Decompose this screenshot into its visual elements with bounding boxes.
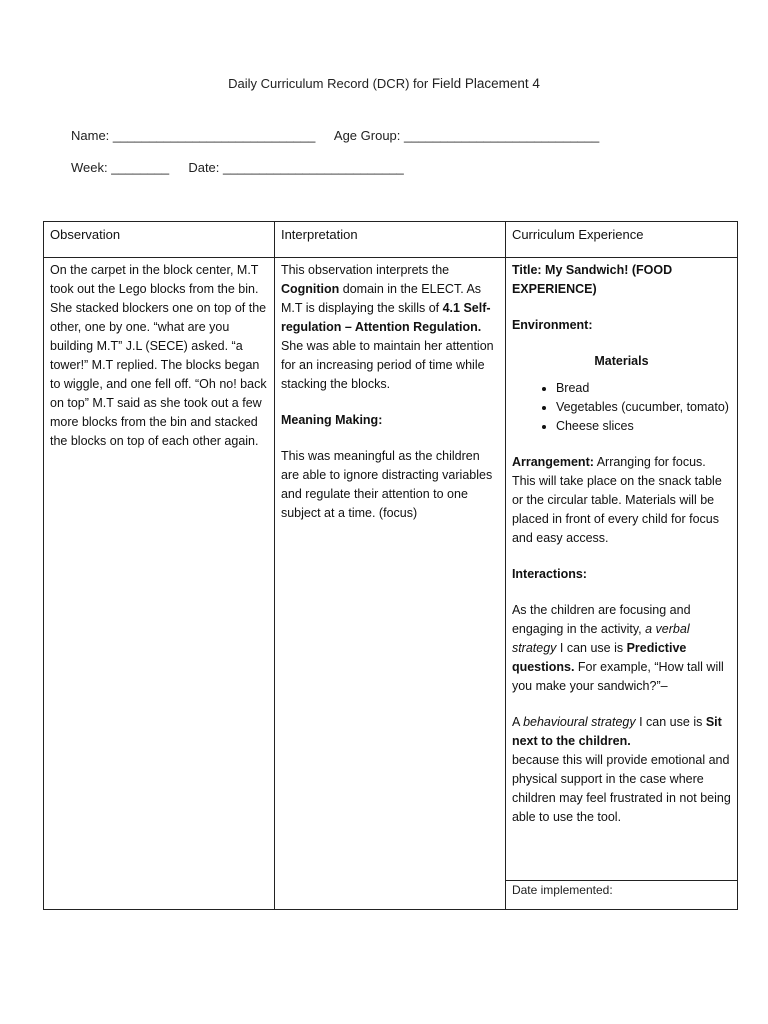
- environment-heading: Environment:: [511, 318, 593, 332]
- observation-cell: [44, 258, 275, 910]
- header-interpretation: Interpretation: [274, 222, 505, 258]
- interpretation-cell: [274, 258, 505, 910]
- dcr-table: [43, 221, 738, 910]
- materials-list: [512, 379, 731, 436]
- week-date-row: [71, 160, 404, 175]
- header-curriculum-experience: Curriculum Experience: [505, 222, 737, 258]
- name-field[interactable]: ____________________________: [112, 128, 316, 143]
- name-age-row: [71, 128, 599, 143]
- list-item: • Bread: [556, 379, 731, 398]
- arrangement-paragraph: Arrangement: Arranging for focus. This will take place on the snack table or the circular table. Materials will be placed in front of every child for focus and easy access.: [511, 455, 722, 545]
- interactions-heading: Interactions:: [511, 567, 587, 581]
- date-implemented-cell[interactable]: Date implemented:: [505, 881, 737, 910]
- meaning-making-paragraph: This was meaningful as the children are able to ignore distracting variables and regulate their attention to one subject at a time. (focus): [280, 449, 493, 520]
- interpretation-paragraph: This observation interprets the Cognition domain in the ELECT. As M.T is displaying the skills of 4.1 Self-regulation – Attention Regulation. She was able to maintain her attention for an increasing period of time while stacking the blocks.: [280, 263, 494, 391]
- list-item: • Vegetables (cucumber, tomato): [556, 398, 731, 417]
- week-label: Week:: [71, 160, 108, 175]
- age-group-field[interactable]: ___________________________: [404, 128, 600, 143]
- title-prefix: Daily Curriculum Record (DCR) for: [228, 76, 432, 91]
- header-observation: Observation: [44, 222, 275, 258]
- list-item: • Cheese slices: [556, 417, 731, 436]
- behavioural-strategy-paragraph: A behavioural strategy I can use is Sit next to the children. because this will provide emotional and physical support in the case where children may feel frustrated in not being able to use the tool.: [511, 715, 731, 824]
- table-header-row: [44, 222, 738, 258]
- date-field[interactable]: _________________________: [223, 160, 404, 175]
- meaning-making-heading: Meaning Making:: [280, 413, 383, 427]
- week-field[interactable]: ________: [111, 160, 170, 175]
- experience-title: Title: My Sandwich! (FOOD EXPERIENCE): [511, 263, 673, 296]
- experience-content: [512, 258, 731, 827]
- interpretation-content: [281, 258, 499, 523]
- title-placement: Field Placement 4: [431, 76, 540, 91]
- name-label: Name:: [71, 128, 110, 143]
- age-group-label: Age Group:: [333, 128, 401, 143]
- table-body-row: [44, 258, 738, 881]
- observation-text: On the carpet in the block center, M.T took out the Lego blocks from the bin. She stacked blockers one on top of the other, one by one. “what are you building M.T” J.L (SECE) asked. “a tower!” M.T replied. The blocks began to wiggle, and one fell off. “Oh no! back on top” M.T said as she took out a few more blocks from the bin and stacked the blocks on top of each other again.: [50, 263, 267, 448]
- document-title: [0, 76, 768, 91]
- curriculum-experience-cell: [505, 258, 737, 881]
- materials-heading: Materials: [594, 354, 649, 368]
- verbal-strategy-paragraph: As the children are focusing and engaging in the activity, a verbal strategy I can use is Predictive questions. For example, “How tall will you make your sandwich?”–: [511, 603, 724, 693]
- date-label: Date:: [188, 160, 220, 175]
